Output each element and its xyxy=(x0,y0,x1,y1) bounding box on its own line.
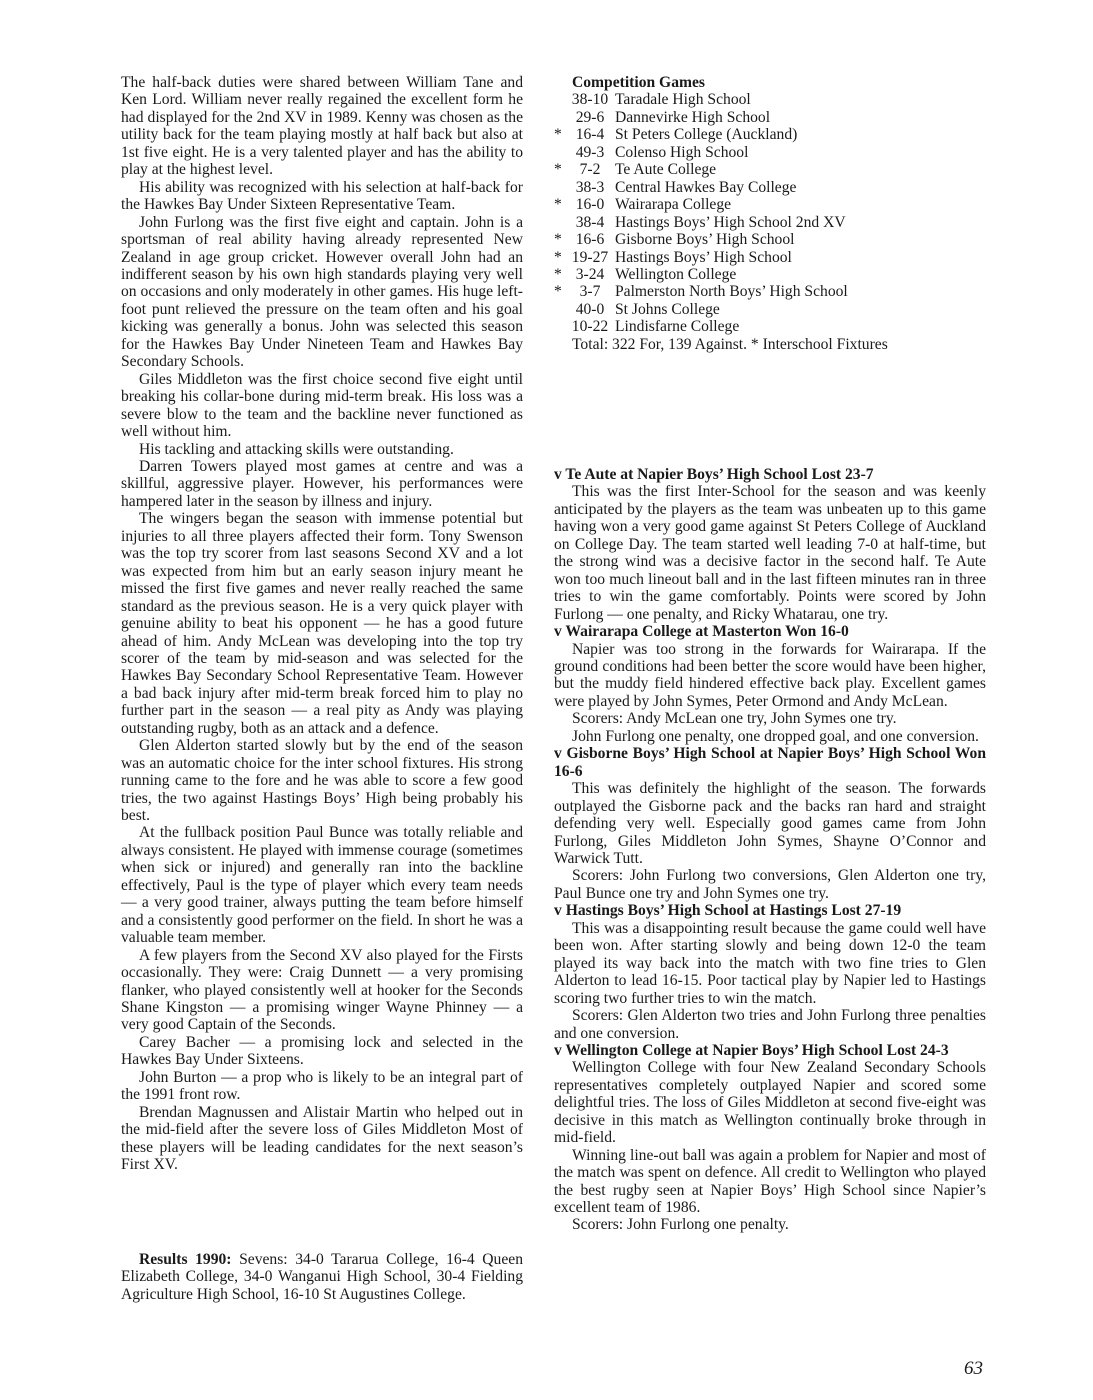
competition-row xyxy=(554,126,986,143)
paragraph: His tackling and attacking skills were outstanding. xyxy=(139,440,454,458)
game-score: 38-10 xyxy=(571,91,609,109)
game-opponent: Central Hawkes Bay College xyxy=(615,178,797,196)
results-text: Sevens: 34-0 Tararua College, 16-4 Queen Elizabeth College, 34-0 Wanganui High School, 30-4 Fielding Agriculture High School, 16-10 St Augustines College. xyxy=(121,1251,523,1303)
competition-row xyxy=(554,109,986,126)
game-opponent: Gisborne Boys’ High School xyxy=(615,231,795,249)
interschool-marker: * xyxy=(554,196,562,214)
match-paragraph: Scorers: Glen Alderton two tries and John Furlong three penalties and one conversion. xyxy=(554,1007,986,1042)
game-score: 16-6 xyxy=(575,231,605,249)
competition-row xyxy=(554,249,986,266)
match-paragraph: Winning line-out ball was again a problem for Napier and most of the match was spent on defence. All credit to Wellington who played the best rugby seen at Napier Boys’ High School since Napier’s excellent team of 1986. xyxy=(554,1146,986,1217)
competition-title: Competition Games xyxy=(572,74,705,91)
interschool-marker: * xyxy=(554,161,562,179)
competition-row xyxy=(554,318,986,335)
match-reports xyxy=(554,466,986,1234)
game-opponent: Colenso High School xyxy=(615,143,749,161)
competition-row xyxy=(554,161,986,178)
game-score: 7-2 xyxy=(579,161,601,179)
match-paragraph: This was a disappointing result because the game could well have been won. After starting slowly and being down 12-0 the team played its way back into the match with two fine tries to Glen Alderton to lead 16-15. Poor tactical play by Napier led to Hastings scoring two further tries to win the match. xyxy=(554,919,986,1007)
interschool-marker xyxy=(554,109,565,126)
game-opponent: Dannevirke High School xyxy=(615,108,771,126)
competition-row xyxy=(554,214,986,231)
interschool-marker xyxy=(554,91,565,108)
interschool-marker: * xyxy=(554,126,562,144)
paragraph: Brendan Magnussen and Alistair Martin who helped out in the mid-field after the severe loss of Giles Middleton Most of these players will be leading candidates for the next season’s First XV. xyxy=(121,1103,523,1174)
interschool-marker: * xyxy=(554,231,562,249)
game-opponent: St Johns College xyxy=(615,300,720,318)
game-opponent: Taradale High School xyxy=(615,91,751,109)
match-heading: v Hastings Boys’ High School at Hastings Lost 27-19 xyxy=(554,902,902,920)
paragraph: John Burton — a prop who is likely to be an integral part of the 1991 front row. xyxy=(121,1068,523,1104)
competition-row xyxy=(554,91,986,108)
match-paragraph: Scorers: John Furlong two conversions, Glen Alderton one try, Paul Bunce one try and John Symes one try. xyxy=(554,867,986,902)
match-paragraph: Scorers: John Furlong one penalty. xyxy=(572,1216,789,1234)
interschool-marker xyxy=(554,301,565,318)
game-score: 10-22 xyxy=(571,318,609,336)
match-heading: v Te Aute at Napier Boys’ High School Lost 23-7 xyxy=(554,466,874,483)
paragraph: Darren Towers played most games at centre and was a skillful, aggressive player. However, his performances were hampered later in the season by illness and injury. xyxy=(121,457,523,510)
match-heading: v Gisborne Boys’ High School at Napier Boys’ High School Won 16-6 xyxy=(554,745,986,780)
competition-row xyxy=(554,301,986,318)
game-score: 16-0 xyxy=(575,196,605,214)
competition-row xyxy=(554,283,986,300)
match-paragraph: John Furlong one penalty, one dropped goal, and one conversion. xyxy=(572,727,979,745)
game-opponent: Hastings Boys’ High School xyxy=(615,248,792,266)
game-opponent: Wairarapa College xyxy=(615,196,732,214)
interschool-marker: * xyxy=(554,265,562,283)
game-opponent: Lindisfarne College xyxy=(615,318,740,336)
game-score: 29-6 xyxy=(575,108,605,126)
match-heading: v Wellington College at Napier Boys’ High School Lost 24-3 xyxy=(554,1041,949,1059)
results-1990 xyxy=(121,1251,523,1303)
game-score: 38-3 xyxy=(575,178,605,196)
paragraph: His ability was recognized with his selection at half-back for the Hawkes Bay Under Sixteen Representative Team. xyxy=(121,178,523,214)
game-opponent: Wellington College xyxy=(615,265,737,283)
interschool-marker xyxy=(554,318,565,335)
interschool-marker: * xyxy=(554,283,562,301)
results-label: Results 1990: xyxy=(139,1251,232,1268)
paragraph: Glen Alderton started slowly but by the end of the season was an automatic choice for the inter school fixtures. His strong running came to the fore and he was able to score a few good tries, the two against Hastings Boys’ High being probably his best. xyxy=(121,737,523,825)
match-paragraph: Napier was too strong in the forwards for Wairarapa. If the ground conditions had been better the score would have been higher, but the muddy field hindered effective back play. Excellent games were played by John Symes, Peter Ormond and Andy McLean. xyxy=(554,640,986,710)
game-score: 49-3 xyxy=(575,143,605,161)
paragraph: The half-back duties were shared between William Tane and Ken Lord. William never really regained the excellent form he had displayed for the 2nd XV in 1989. Kenny was chosen as the utility back for the team playing mostly at half back but also at 1st five eight. He is a very talented player and has the ability to play at the highest level. xyxy=(121,74,523,179)
game-opponent: Te Aute College xyxy=(615,161,717,179)
competition-row xyxy=(554,179,986,196)
paragraph: A few players from the Second XV also played for the Firsts occasionally. They were: Craig Dunnett — a very promising flanker, who played consistently well at hooker for the Seconds Shane Kingston — a promising winger Wayne Phinney — a very good Captain of the Seconds. xyxy=(121,946,523,1034)
game-score: 3-24 xyxy=(575,265,605,283)
competition-row xyxy=(554,196,986,213)
competition-list xyxy=(554,91,986,335)
match-paragraph: Wellington College with four New Zealand Secondary Schools representatives completely outplayed Napier and scored some delightful tries. The loss of Giles Middleton at second five-eight was decisive in this match as Wellington continually broke through in mid-field. xyxy=(554,1059,986,1147)
competition-total: Total: 322 For, 139 Against. * Interschool Fixtures xyxy=(572,335,888,353)
match-paragraph: This was definitely the highlight of the season. The forwards outplayed the Gisborne pack and the backs ran hard and straight defending very well. Especially good games came from John Furlong, Giles Middleton John Symes, Shayne O’Connor and Warwick Tutt. xyxy=(554,780,986,867)
interschool-marker xyxy=(554,179,565,196)
interschool-marker: * xyxy=(554,248,562,266)
left-column xyxy=(121,74,523,1174)
competition-row xyxy=(554,144,986,161)
match-paragraph: Scorers: Andy McLean one try, John Symes one try. xyxy=(572,710,897,728)
game-opponent: Palmerston North Boys’ High School xyxy=(615,283,848,301)
game-score: 40-0 xyxy=(575,300,605,318)
interschool-marker xyxy=(554,214,565,231)
game-score: 38-4 xyxy=(575,213,605,231)
competition-row xyxy=(554,231,986,248)
paragraph: At the fullback position Paul Bunce was totally reliable and always consistent. He played with immense courage (sometimes when sick or injured) and generally ran into the backline effectively, Paul is the type of player which every team needs — a very good trainer, always putting the team before himself and a consistently good performer on the field. In short he was a valuable team member. xyxy=(121,824,523,947)
competition-row xyxy=(554,266,986,283)
paragraph: Carey Bacher — a promising lock and selected in the Hawkes Bay Under Sixteens. xyxy=(121,1033,523,1069)
paragraph: The wingers began the season with immense potential but injuries to all three players affected their form. Tony Swenson was the top try scorer from last seasons Second XV and a lot was expected from him but an early season injury meant he missed the first five games and never really reached the same standard as the previous season. He is a very quick player with genuine ability to beat his opponent — he has a good future ahead of him. Andy McLean was developing into the top try scorer of the team by mid-season and was selected for the Hawkes Bay Secondary School Representative Team. However a bad back injury after mid-term break forced him to play no further part in the season — a real pity as Andy was playing outstanding rugby, both as an attack and a defence. xyxy=(121,510,523,737)
game-opponent: Hastings Boys’ High School 2nd XV xyxy=(615,213,846,231)
results-paragraph xyxy=(121,1251,523,1303)
game-score: 16-4 xyxy=(575,126,605,144)
game-score: 3-7 xyxy=(579,283,601,301)
paragraph: John Furlong was the first five eight and captain. John is a sportsman of real ability having already represented New Zealand in age group cricket. However overall John had an indifferent season by his own high standards playing very well on occasions and only moderately in other games. His huge left-foot punt relieved the pressure on the team often and his goal kicking was generally a bonus. John was selected this season for the Hawkes Bay Under Nineteen Team and Hawkes Bay Secondary Schools. xyxy=(121,213,523,371)
paragraph: Giles Middleton was the first choice second five eight until breaking his collar-bone during mid-term break. His loss was a severe blow to the team and the backline never functioned as well without him. xyxy=(121,370,523,441)
game-opponent: St Peters College (Auckland) xyxy=(615,126,798,144)
competition-games xyxy=(554,74,986,353)
page-number: 63 xyxy=(964,1358,983,1379)
match-heading: v Wairarapa College at Masterton Won 16-0 xyxy=(554,623,849,641)
match-paragraph: This was the first Inter-School for the season and was keenly anticipated by the players as the team was unbeaten up to this game having won a very good game against St Peters College of Auckland on College Day. The team started well leading 7-0 at half-time, but the strong wind was a decisive factor in the second half. Te Aute won too much lineout ball and in the last fifteen minutes ran in three tries to win the game comfortably. Points were scored by John Furlong — one penalty, and Ricky Whatarau, one try. xyxy=(554,483,986,623)
interschool-marker xyxy=(554,144,565,161)
game-score: 19-27 xyxy=(571,248,609,266)
